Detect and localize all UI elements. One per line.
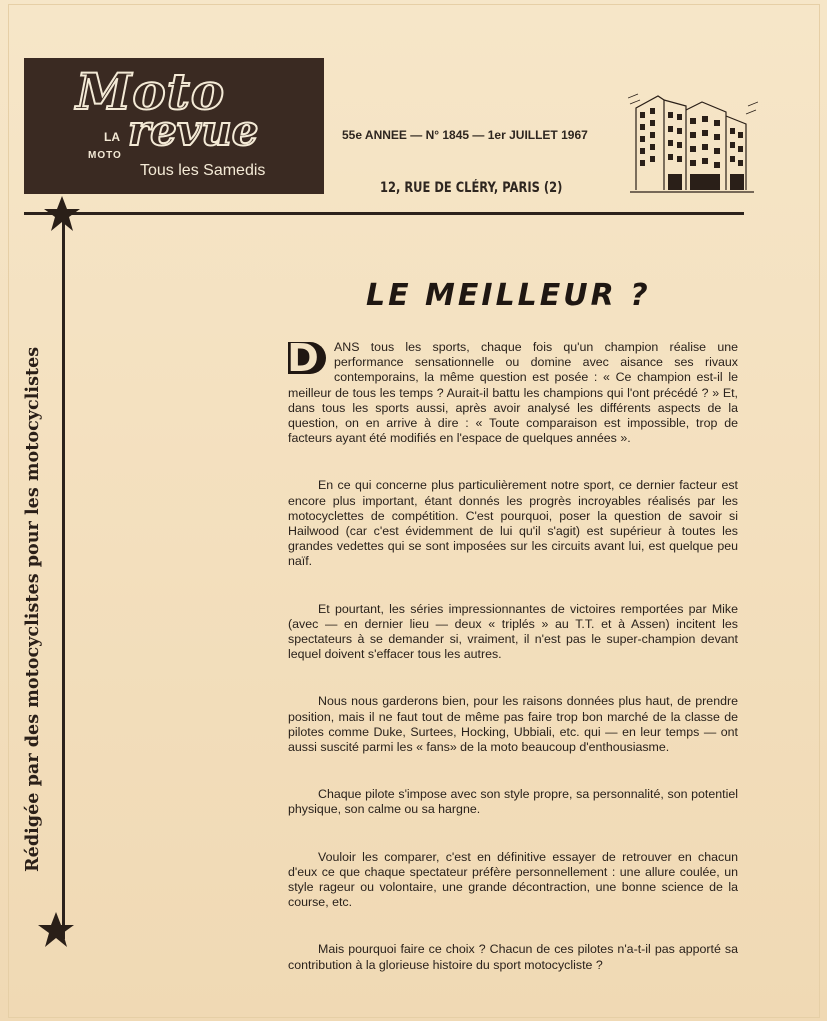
article-paragraph: Nous nous garderons bien, pour les raisons données plus haut, de prendre position, mais il ne faut tout de même pas faire trop bon marché de la classe de pilotes comme Duke, Surtees, Hocking, Ubbiali, etc. qui — en leur temps — ont aussi suscité parmi les « fans» de la moto beaucoup d'enthousiasme. (288, 694, 738, 755)
building-illustration (628, 90, 758, 200)
issue-line: 55e ANNEE — N° 1845 — 1er JUILLET 1967 (342, 128, 588, 142)
drop-cap: D (288, 342, 326, 374)
logo-revue-word: revue (128, 106, 259, 155)
vertical-rule (62, 214, 65, 939)
logo-la-word: LA (104, 130, 120, 144)
logo-moto-word: Moto (76, 62, 226, 121)
article-paragraph: Et pourtant, les séries impressionnantes de victoires remportées par Mike (avec — en dernier lieu — deux « triplés » au T.T. et à Assen) incitent les spectateurs à se demander si, vraiment, il n'est pas le super-champion devant lequel doivent s'effacer tous les autres. (288, 601, 738, 662)
star-ornament-bottom (36, 910, 76, 950)
article-headline: LE MEILLEUR ? (366, 278, 651, 313)
horizontal-rule (24, 212, 744, 215)
masthead-logo-block (24, 58, 324, 194)
logo-moto-small-word: MOTO (88, 150, 122, 161)
tagline: Tous les Samedis (140, 162, 266, 179)
article-paragraph: En ce qui concerne plus particulièrement notre sport, ce dernier facteur est encore plus important, étant donnés les progrès incroyables réalisés par les motocyclettes de compétition. C'est pourquoi, poser la question de savoir si Hailwood (car c'est évidemment de lui qu'il s'agit) est supérieur à toutes les grandes vedettes qui se sont imposées sur les circuits avant lui, est quelque peu naïf. (288, 478, 738, 569)
article-paragraph: Chaque pilote s'impose avec son style propre, sa personnalité, son potentiel physique, son calme ou sa hargne. (288, 787, 738, 817)
side-slogan: Rédigée par des motocyclistes pour les motocyclistes (22, 346, 43, 872)
article-paragraph: Mais pourquoi faire ce choix ? Chacun de ces pilotes n'a-t-il pas apporté sa contribution à la glorieuse histoire du sport motocycliste ? (288, 942, 738, 972)
article-paragraph: D ANS tous les sports, chaque fois qu'un champion réalise une performance sensationnelle ou domine avec aisance ses rivaux contemporains, la même question est posée : « Ce champion est-il le meilleur de tous les temps ? Aurait-il battu les champions qui l'ont précédé ? » Et, dans tous les sports aussi, après avoir analysé les différents aspects de la question, on en arrive à dire : « Toute comparaison est impossible, trop de facteurs ayant été modifiés en l'espace de quelques années ». (287, 336, 738, 446)
article-paragraph: Vouloir les comparer, c'est en définitive essayer de retrouver en chacun d'eux ce que chaque spectateur préfère personnellement : une allure coulée, un style rageur ou volontaire, une grande décontraction, une bonne science de la course, etc. (288, 849, 738, 910)
star-ornament-top (42, 194, 82, 234)
address: 12, RUE DE CLÉRY, PARIS (2) (380, 180, 563, 196)
article-body (287, 336, 738, 1005)
